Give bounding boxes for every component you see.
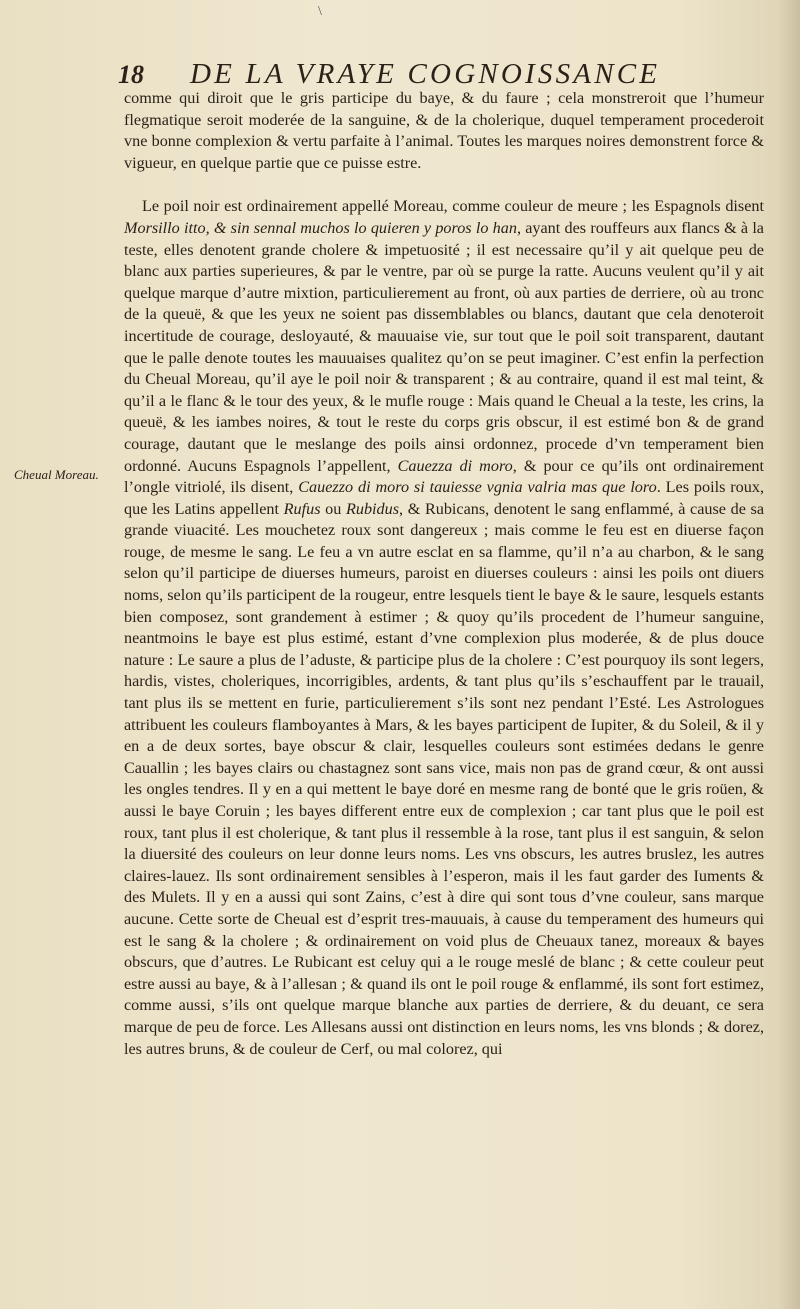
italic-phrase: Rubidus [345, 499, 400, 518]
italic-phrase: Rufus [283, 499, 321, 518]
page-number: 18 [118, 60, 144, 89]
body-text [124, 88, 764, 1060]
text-run: Le poil noir est ordinairement appellé Moreau, comme couleur de meure ; les Espagnols disent [142, 197, 764, 216]
margin-note: Cheual Moreau. [14, 467, 99, 482]
italic-phrase: Cauezza di moro [397, 456, 513, 475]
text-run: . Les poils roux, que les Latins appellent [124, 478, 764, 518]
italic-phrase: Cauezzo di moro si tauiesse vgnia valria mas que loro [298, 478, 657, 497]
paragraph-continuation [124, 88, 764, 174]
text-run: , & Rubicans, denotent le sang enflammé, à cause de sa grande viuacité. Les mouchetez roux sont dangereux ; mais comme le feu est en diuerse façon rouge, de mesme le sang. Le feu a vn autre esclat en sa flamme, qu’il n’a au charbon, & le sang selon qu’il participe de diuerses humeurs, paroist en diuerses couleurs : ainsi les poils ont diuers noms, selon qu’ils participent de la rougeur, entre lesquels tient le baye & le saure, lesquels estants bien composez, sont grandement à estimer ; & quoy qu’ils procedent de l’humeur sanguine, neantmoins le baye est plus estimé, estant d’vne complexion plus moderée, & de plus douce nature : Le saure a plus de l’aduste, & participe plus de la cholere : C’est pourquoy ils sont legers, hardis, vistes, choleriques, incorrigibles, ardents, & tant plus qu’ils s’eschauffent par le trauail, tant plus ils se mettent en furie, particulierement s’ils sont nez pendant l’Esté. Les Astrologues attribuent les couleurs flamboyantes à Mars, & les bayes participent de Iupiter, & du Soleil, & il y en a de deux sortes, baye obscur & clair, lesquelles couleurs sont estimées dedans le genre Cauallin ; les bayes clairs ou chastagnez sont sans vice, mais non pas de grand cœur, & ont aussi les ongles tendres. Il y en a qui mettent le baye doré en mesme rang de bonté que le gris roüen, & aussi le baye Coruin ; les bayes different entre eux de complexion ; car tant plus que le poil est roux, tant plus il est cholerique, & tant plus il ressemble à la rose, tant plus il est sanguin, & selon la diuersité des couleurs on leur donne leurs noms. Les vns obscurs, les autres bruslez, les autres claires-lauez. Ils sont ordinairement sensibles à l’esperon, mais il les faut garder des Iuments & des Mulets. Il y en a aussi qui sont Zains, c’est à dire qui sont tous d’vne couleur, sans marque aucune. Cette sorte de Cheual est d’esprit tres-mauuais, à cause du temperament des humeurs qui est le sang & la cholere ; & ordinairement on void plus de Cheuaux tanez, moreaux & bayes obscurs, que d’autres. Le Rubicant est celuy qui a le rouge meslé de blanc ; & cette couleur peut estre aussi au baye, & à l’allesan ; & quand ils ont le poil rouge & enflammé, ils sont fort estimez, comme aussi, s’ils ont quelque marque blanche aux parties de derriere, & du deuant, ce sera marque de peu de force. Les Allesans aussi ont distinction en leurs noms, les vns blonds ; & dorez, les autres bruns, & de couleur de Cerf, ou mal colorez, qui [124, 499, 764, 1058]
top-mark: \ [318, 4, 322, 19]
paragraph-cheual-moreau [124, 196, 764, 1060]
page-edge-shadow [778, 0, 800, 1309]
text-run: , & pour ce qu’ils ont ordinairement l’ongle vitriolé, ils disent, [124, 456, 764, 497]
text-run: ou [320, 499, 346, 518]
text-run: , ayant des rouffeurs aux flancs & à la teste, elles denotent grande cholere & impetuosité ; il est necessaire qu’il y ait quelque peu de blanc aux parties superieures, & par le ventre, par où se purge la ratte. Aucuns veulent qu’il y ait quelque marque d’autre mixtion, particulierement au front, où aux parties de derriere, où au tronc de la queuë, & que les yeux ne soient pas dissemblables ou blancs, dautant que cela denoteroit incertitude de courage, desloyauté, & mauuaise vie, sur tout que le poil soit transparent, dautant que le palle denote toutes les mauuaises qualitez qu’on se peut imaginer. C’est enfin la perfection du Cheual Moreau, qu’il aye le poil noir & transparent ; & au contraire, quand il est mal teint, & qu’il a le flanc & le tour des yeux, & le mufle rouge : Mais quand le Cheual a la teste, les crins, la queuë, & les iambes noires, & tout le reste du corps gris obscur, il est estimé bon & de grand courage, dautant que le meslange des poils ainsi ordonnez, procede d’vn temperament bien ordonné. Aucuns Espagnols l’appellent, [124, 218, 764, 475]
italic-phrase: Morsillo itto, & sin sennal muchos lo quieren y poros lo han [124, 218, 517, 237]
text-run: comme qui diroit que le gris participe du baye, & du faure ; cela monstreroit que l’humeur flegmatique seroit moderée de la sanguine, & de la cholerique, duquel temperament procederoit vne bonne complexion & vertu parfaite à l’animal. Toutes les marques noires demonstrent force & vigueur, en quelque partie que ce puisse estre. [124, 89, 764, 172]
running-title: DE LA VRAYE COGNOISSANCE [190, 58, 661, 90]
